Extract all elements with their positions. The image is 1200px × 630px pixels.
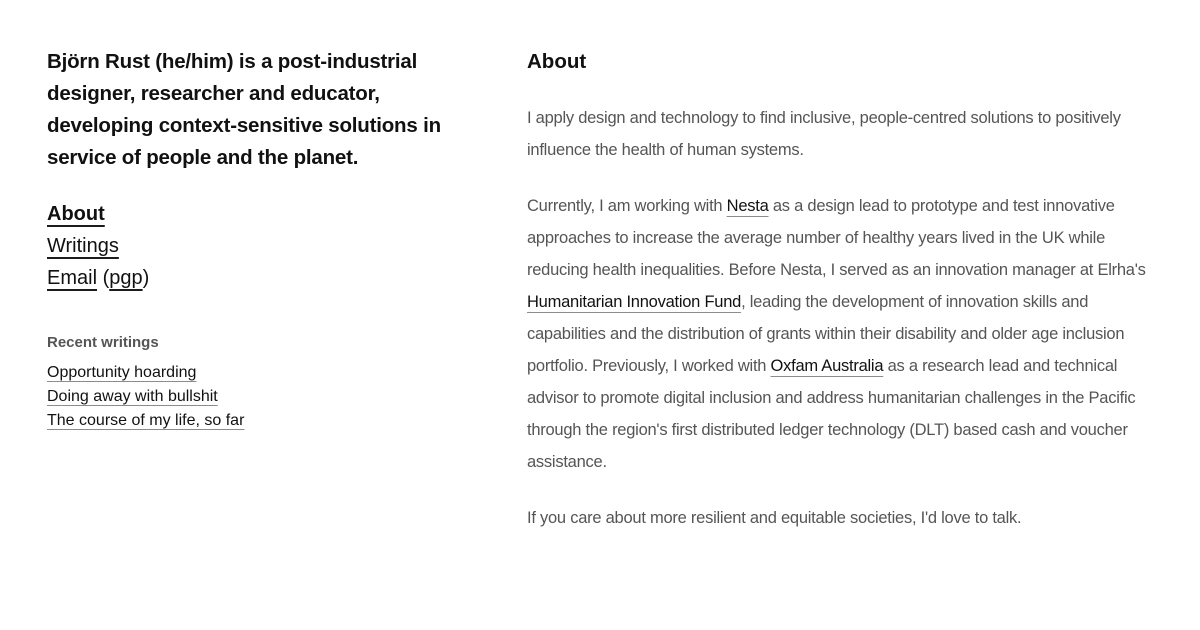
- bio-headline: Björn Rust (he/him) is a post-industrial designer, researcher and educator, developing context-sensitive solutions in service of people and the planet.: [47, 50, 441, 169]
- recent-writing-link-opportunity-hoarding[interactable]: Opportunity hoarding: [47, 364, 197, 381]
- recent-writings-heading: Recent writings: [47, 334, 159, 351]
- paragraph-text: as a design lead to prototype and test innovative approaches to increase the average number of healthy years lived in the UK while reducing health inequalities. Before Nesta, I served as an innovation manager at Elrha's: [527, 197, 1146, 279]
- recent-writing-link-doing-away-with-bullshit[interactable]: Doing away with bullshit: [47, 388, 218, 405]
- paragraph-text: as a research lead and technical advisor to promote digital inclusion and address humanitarian challenges in the Pacific through the region's first distributed ledger technology (DLT) based cash and voucher assistance.: [527, 357, 1136, 471]
- link-oxfam-australia[interactable]: Oxfam Australia: [770, 357, 884, 375]
- nav-row-writings: [47, 230, 461, 262]
- nav-link-pgp[interactable]: pgp: [109, 267, 143, 289]
- pgp-paren-open: (: [97, 267, 110, 289]
- about-paragraph-outro: [527, 502, 1159, 534]
- link-humanitarian-innovation-fund[interactable]: Humanitarian Innovation Fund: [527, 293, 742, 311]
- paragraph-text: , leading the development of innovation skills and capabilities and the distribution of grants within their disability and older age inclusion portfolio. Previously, I worked with: [527, 293, 1125, 375]
- primary-nav: [47, 198, 461, 294]
- pgp-paren-close: ): [142, 267, 150, 289]
- paragraph-text: If you care about more resilient and equitable societies, I'd love to talk.: [527, 509, 1022, 527]
- recent-writing-link-course-of-my-life[interactable]: The course of my life, so far: [47, 412, 245, 429]
- about-paragraph-intro: [527, 102, 1159, 166]
- link-nesta[interactable]: Nesta: [726, 197, 769, 215]
- about-heading: About: [527, 50, 587, 73]
- nav-link-writings[interactable]: Writings: [47, 235, 119, 257]
- about-paragraph-career: [527, 190, 1159, 478]
- paragraph-text: I apply design and technology to find inclusive, people-centred solutions to positively influence the health of human systems.: [527, 109, 1121, 159]
- nav-link-email[interactable]: Email: [47, 267, 98, 289]
- recent-writings-section: [47, 332, 461, 433]
- nav-row-email: [47, 262, 461, 294]
- nav-row-about: [47, 198, 461, 230]
- sidebar: [47, 46, 461, 433]
- about-section: [527, 46, 1159, 558]
- paragraph-text: Currently, I am working with: [527, 197, 727, 215]
- nav-link-about[interactable]: About: [47, 203, 105, 225]
